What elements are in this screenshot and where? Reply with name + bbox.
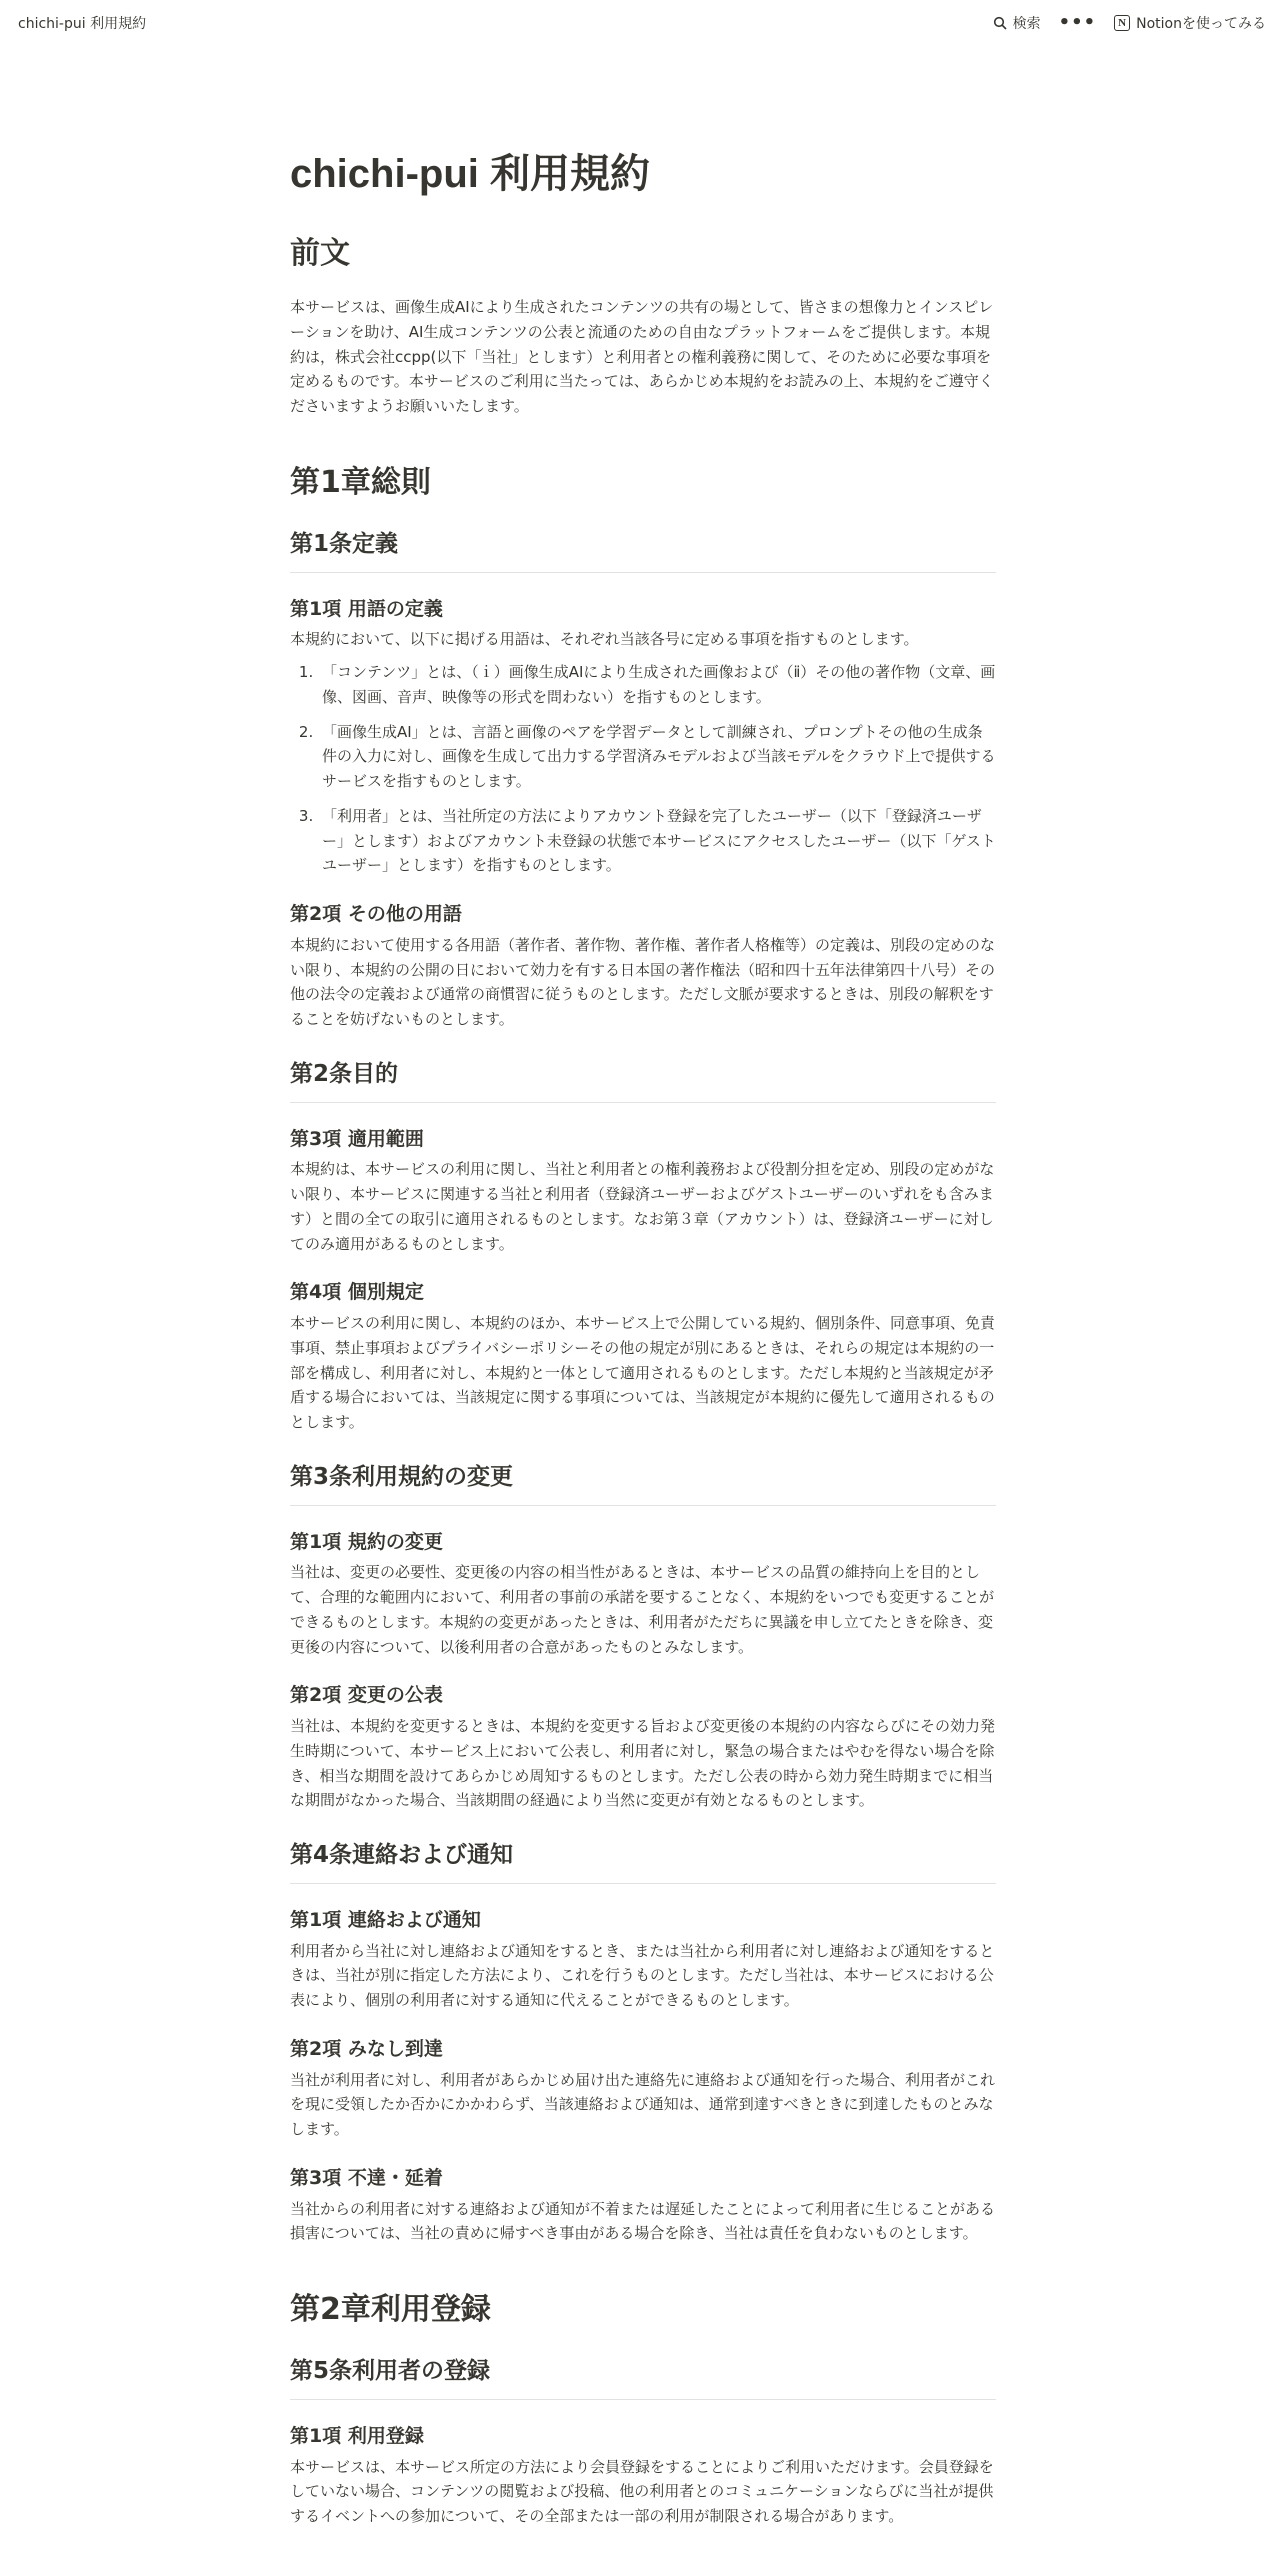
article-4-clause-1-text: 利用者から当社に対し連絡および通知をするとき、または当社から利用者に対し連絡および通知をするときは、当社が別に指定した方法により、これを行うものとします。ただし当社は、本サービスにおける公表により、個別の利用者に対する通知に代えることができるものとします。 [290, 1941, 995, 2010]
article-1-clause-2-text: 本規約において使用する各用語（著作者、著作物、著作権、著作者人格権等）の定義は、別段の定めのない限り、本規約の公開の日において効力を有する日本国の著作権法（昭和四十五年法律第四十八号）その他の法令の定義および通常の商慣習に従うものとします。ただし文脈が要求するときは、別段の解釈をすることを妨げないものとします。 [290, 935, 996, 1029]
definitions-list [290, 660, 996, 878]
page-content [290, 150, 996, 2537]
article-2-clause-4-text: 本サービスの利用に関し、本規約のほか、本サービス上で公開している規約、個別条件、同意事項、免責事項、禁止事項およびプライバシーポリシーその他の規定が別にあるときは、それらの規定は本規約の一部を構成し、利用者に対し、本規約と一体として適用されるものとします。ただし本規約と当該規定が矛盾する場合においては、当該規定に関する事項については、当該規定が本規約に優先して適用されるものとします。 [290, 1314, 996, 1432]
list-item: 3. 「利用者」とは、当社所定の方法によりアカウント登録を完了したユーザー（以下「登録済ユーザー」とします）およびアカウント未登録の状態で本サービスにアクセスしたユーザー（以下「ゲストユーザー」とします）を指すものとします。 [318, 804, 996, 878]
try-notion-label: Notionを使ってみる [1136, 16, 1266, 32]
article-3-clause-2-heading: 第2項 変更の公表 [290, 1684, 443, 1707]
article-1-clause-1-intro: 本規約において、以下に掲げる用語は、それぞれ当該各号に定める事項を指すものとします。 [290, 630, 919, 649]
article-3-clause-1-text: 当社は、変更の必要性、変更後の内容の相当性があるときは、本サービスの品質の維持向上を目的として、合理的な範囲内において、利用者の事前の承諾を要することなく、本規約をいつでも変更することができるものとします。本規約の変更があったときは、利用者がただちに異議を申し立てたときを除き、変更後の内容について、以後利用者の合意があったものとみなします。 [290, 1563, 995, 1656]
notion-logo-icon: N [1114, 15, 1130, 31]
more-options-button[interactable]: ••• [1058, 12, 1097, 33]
preamble-heading: 前文 [290, 236, 350, 271]
article-2-clause-3-text: 本規約は、本サービスの利用に関し、当社と利用者との権利義務および役割分担を定め、別段の定めがない限り、本サービスに関連する当社と利用者（登録済ユーザーおよびゲストユーザーのいずれをも含みます）と間の全ての取引に適用されるものとします。なお第３章（アカウント）は、登録済ユーザーに対してのみ適用があるものとします。 [290, 1160, 995, 1253]
top-bar [0, 0, 1284, 46]
search-icon [993, 16, 1007, 30]
article-3-clause-1-heading: 第1項 規約の変更 [290, 1530, 443, 1553]
search-button[interactable] [993, 13, 1041, 33]
article-2-clause-4-heading: 第4項 個別規定 [290, 1281, 424, 1304]
topbar-actions [993, 13, 1266, 33]
article-2-heading: 第2条目的 [290, 1060, 996, 1103]
article-4-clause-2-text: 当社が利用者に対し、利用者があらかじめ届け出た連絡先に連絡および通知を行った場合、利用者がこれを現に受領したか否かにかかわらず、当該連絡および通知は、通常到達すべきときに到達したものとみなします。 [290, 2070, 996, 2139]
article-1-heading: 第1条定義 [290, 530, 996, 573]
article-4-clause-1-heading: 第1項 連絡および通知 [290, 1908, 481, 1931]
article-4-clause-3-heading: 第3項 不達・延着 [290, 2166, 443, 2189]
article-1-clause-2-heading: 第2項 その他の用語 [290, 903, 462, 926]
article-3-heading: 第3条利用規約の変更 [290, 1463, 996, 1506]
article-2-clause-3-heading: 第3項 適用範囲 [290, 1127, 424, 1150]
article-5-heading: 第5条利用者の登録 [290, 2357, 996, 2400]
chapter-1-heading: 第1章総則 [290, 464, 431, 500]
preamble-section [290, 234, 996, 2529]
page-title: chichi-pui 利用規約 [290, 152, 650, 196]
try-notion-button[interactable] [1114, 13, 1266, 33]
article-4-clause-2-heading: 第2項 みなし到達 [290, 2037, 443, 2060]
list-item: 1. 「コンテンツ」とは、（ｉ）画像生成AIにより生成された画像および（ⅱ）その他の著作物（文章、画像、図画、音声、映像等の形式を問わない）を指すものとします。 [318, 660, 996, 710]
article-4-heading: 第4条連絡および通知 [290, 1841, 996, 1884]
chapter-2-heading: 第2章利用登録 [290, 2292, 491, 2327]
list-item: 2. 「画像生成AI」とは、言語と画像のペアを学習データとして訓練され、プロンプトその他の生成条件の入力に対し、画像を生成して出力する学習済みモデルおよび当該モデルをクラウド上で提供するサービスを指すものとします。 [318, 720, 996, 794]
article-5-clause-1-heading: 第1項 利用登録 [290, 2424, 424, 2447]
breadcrumb-page-title[interactable]: chichi-pui 利用規約 [18, 16, 147, 32]
preamble-text: 本サービスは、画像生成AIにより生成されたコンテンツの共有の場として、皆さまの想像力とインスピレーションを助け、AI生成コンテンツの公表と流通のための自由なプラットフォームをご提供します。本規約は，株式会社ccpp(以下「当社」とします）と利用者との権利義務に関して、そのために必要な事項を定めるものです。本サービスのご利用に当たっては、あらかじめ本規約をお読みの上、本規約をご遵守くださいますようお願いいたします。 [290, 298, 994, 415]
article-5-clause-1-text: 本サービスは、本サービス所定の方法により会員登録をすることによりご利用いただけます。会員登録をしていない場合、コンテンツの閲覧および投稿、他の利用者とのコミュニケーションならびに当社が提供するイベントへの参加について、その全部または一部の利用が制限される場合があります。 [290, 2457, 994, 2526]
article-3-clause-2-text: 当社は、本規約を変更するときは、本規約を変更する旨および変更後の本規約の内容ならびにその効力発生時期について、本サービス上において公表し、利用者に対し，緊急の場合またはやむを得ない場合を除き、相当な期間を設けてあらかじめ周知するものとします。ただし公表の時から効力発生時期までに相当な期間がなかった場合、当該期間の経過により当然に変更が有効となるものとします。 [290, 1717, 996, 1810]
article-4-clause-3-text: 当社からの利用者に対する連絡および通知が不着または遅延したことによって利用者に生じることがある損害については、当社の責めに帰すべき事由がある場合を除き、当社は責任を負わないものとします。 [290, 2199, 996, 2243]
article-1-clause-1-heading: 第1項 用語の定義 [290, 597, 443, 620]
search-label: 検索 [1012, 16, 1041, 32]
